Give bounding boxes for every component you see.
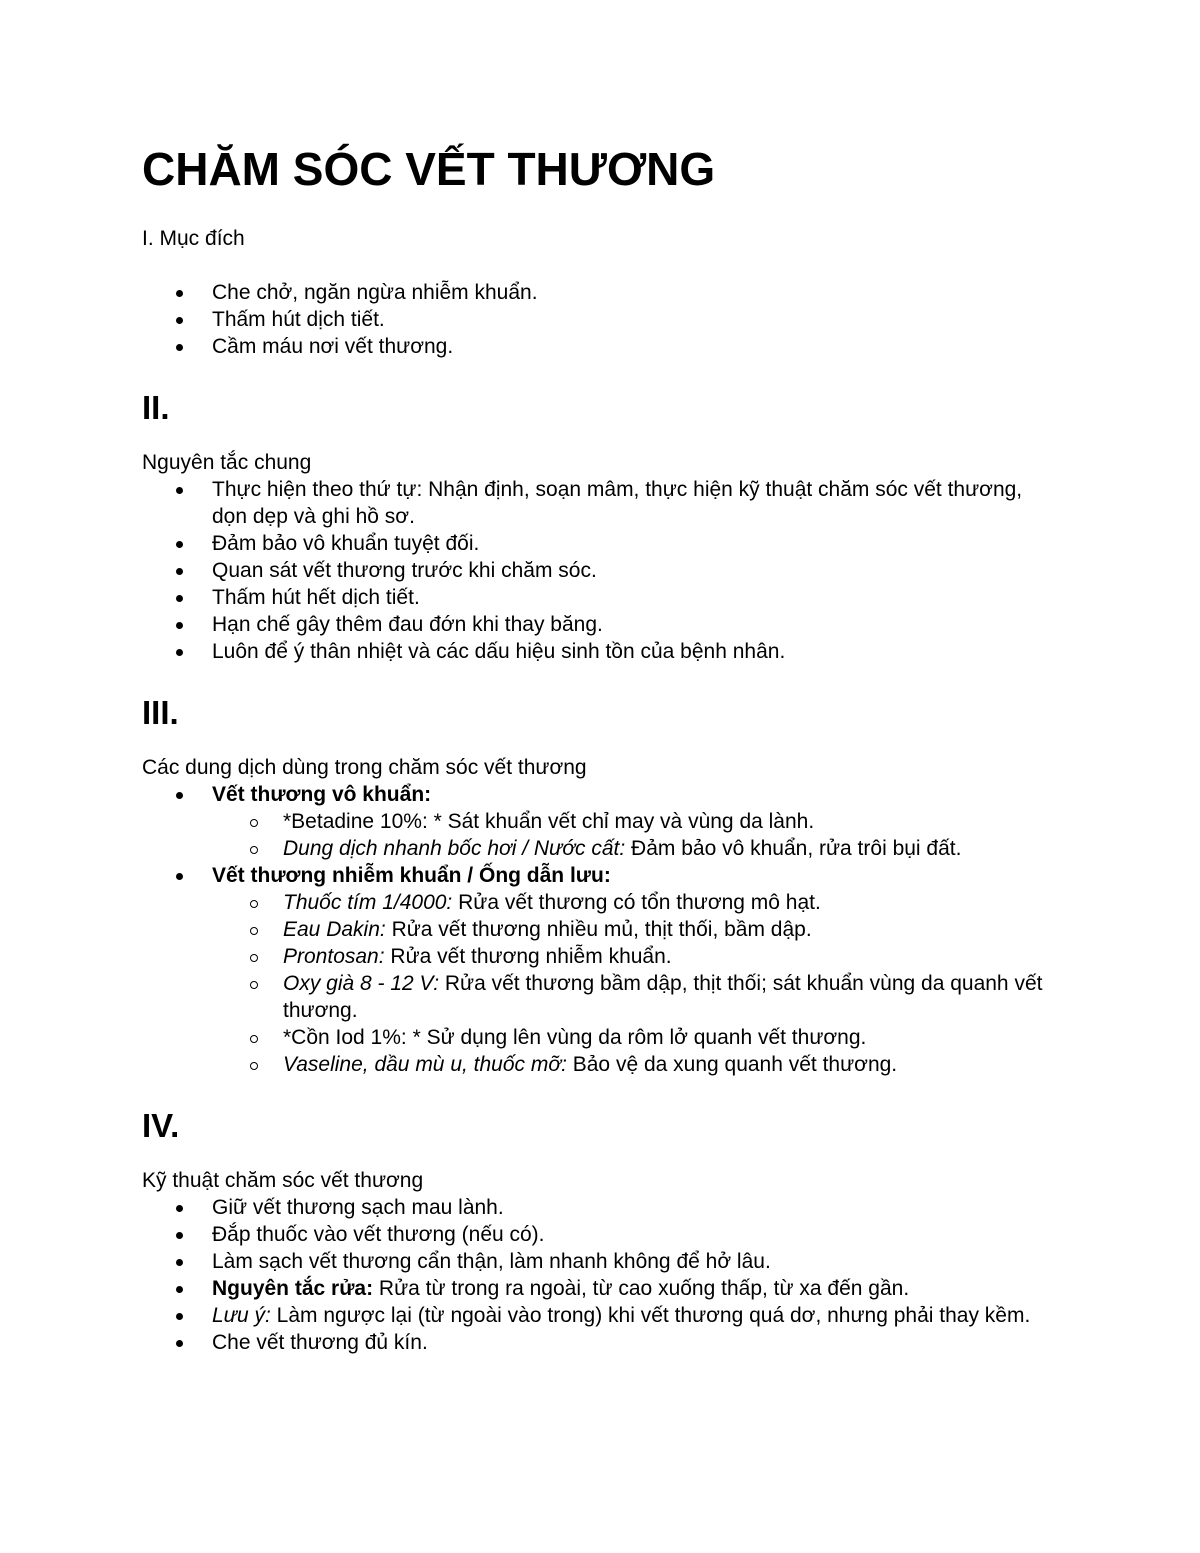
item-bold: Nguyên tắc rửa: [212,1277,374,1300]
item-text: Rửa vết thương nhiều mủ, thịt thối, bầm dập. [385,918,812,941]
section-1-list [142,279,1062,360]
section-3-list [142,781,1062,1078]
item-term: Prontosan: [283,945,385,968]
sub-list-item [142,1024,1062,1051]
list-item: Quan sát vết thương trước khi chăm sóc. [142,557,1062,584]
list-item: Che chở, ngăn ngừa nhiễm khuẩn. [142,279,1062,306]
sub-list [142,808,1062,862]
item-text: Đảm bảo vô khuẩn, rửa trôi bụi đất. [625,837,962,860]
section-2-heading: II. [142,389,170,426]
group-title: Vết thương nhiễm khuẩn / Ống dẫn lưu: [212,864,611,887]
list-item [142,781,1062,862]
item-text: Che vết thương đủ kín. [212,1331,428,1354]
sub-list-item [142,1051,1062,1078]
list-item: Luôn để ý thân nhiệt và các dấu hiệu sinh tồn của bệnh nhân. [142,638,1062,665]
sub-list-item [142,916,1062,943]
item-text: Đắp thuốc vào vết thương (nếu có). [212,1223,545,1246]
list-item [142,1302,1062,1329]
item-term: Dung dịch nhanh bốc hơi / Nước cất: [283,837,626,860]
item-text: Rửa vết thương có tổn thương mô hạt. [452,891,821,914]
list-item: Cầm máu nơi vết thương. [142,333,1062,360]
section-4-label: Kỹ thuật chăm sóc vết thương [142,1169,424,1192]
item-text: Làm sạch vết thương cẩn thận, làm nhanh không để hở lâu. [212,1250,771,1273]
list-item: Hạn chế gây thêm đau đớn khi thay băng. [142,611,1062,638]
section-1-label: I. Mục đích [142,227,245,250]
sub-list-item [142,970,1062,1024]
item-term: Thuốc tím 1/4000: [283,891,453,914]
list-item [142,1221,1062,1248]
section-2-list [142,476,1062,665]
list-item: Thấm hút hết dịch tiết. [142,584,1062,611]
item-italic: Lưu ý: [212,1304,271,1327]
item-text: Bảo vệ da xung quanh vết thương. [566,1053,898,1076]
list-item: Thấm hút dịch tiết. [142,306,1062,333]
item-term: Oxy già 8 - 12 V: [283,972,440,995]
section-3-label: Các dung dịch dùng trong chăm sóc vết thương [142,756,587,779]
item-text: Rửa vết thương nhiễm khuẩn. [384,945,672,968]
item-term: Eau Dakin: [283,918,386,941]
list-item: Thực hiện theo thứ tự: Nhận định, soạn mâm, thực hiện kỹ thuật chăm sóc vết thương, dọn dẹp và ghi hồ sơ. [142,476,1062,530]
item-text: Rửa từ trong ra ngoài, từ cao xuống thấp, từ xa đến gần. [373,1277,910,1300]
item-text: Rửa vết thương bầm dập, thịt thối; sát khuẩn vùng da quanh vết thương. [283,972,1043,1022]
item-text: *Cồn Iod 1%: * Sử dụng lên vùng da rôm lở quanh vết thương. [283,1026,867,1049]
list-item: Đảm bảo vô khuẩn tuyệt đối. [142,530,1062,557]
list-item [142,1329,1062,1356]
sub-list-item [142,889,1062,916]
group-title: Vết thương vô khuẩn: [212,783,432,806]
item-text: Làm ngược lại (từ ngoài vào trong) khi vết thương quá dơ, nhưng phải thay kềm. [270,1304,1031,1327]
document-title: CHĂM SÓC VẾT THƯƠNG [142,143,716,195]
list-item [142,1275,1062,1302]
sub-list-item [142,835,1062,862]
section-4-heading: IV. [142,1107,180,1144]
section-3-heading: III. [142,694,179,731]
list-item [142,1194,1062,1221]
item-term: Vaseline, dầu mù u, thuốc mỡ: [283,1053,567,1076]
sub-list [142,889,1062,1078]
list-item [142,862,1062,1078]
section-4-list [142,1194,1062,1356]
section-2-label: Nguyên tắc chung [142,451,312,474]
sub-list-item [142,808,1062,835]
item-text: *Betadine 10%: * Sát khuẩn vết chỉ may và vùng da lành. [283,810,815,833]
list-item [142,1248,1062,1275]
document-page [142,140,1062,1356]
item-text: Giữ vết thương sạch mau lành. [212,1196,504,1219]
sub-list-item [142,943,1062,970]
